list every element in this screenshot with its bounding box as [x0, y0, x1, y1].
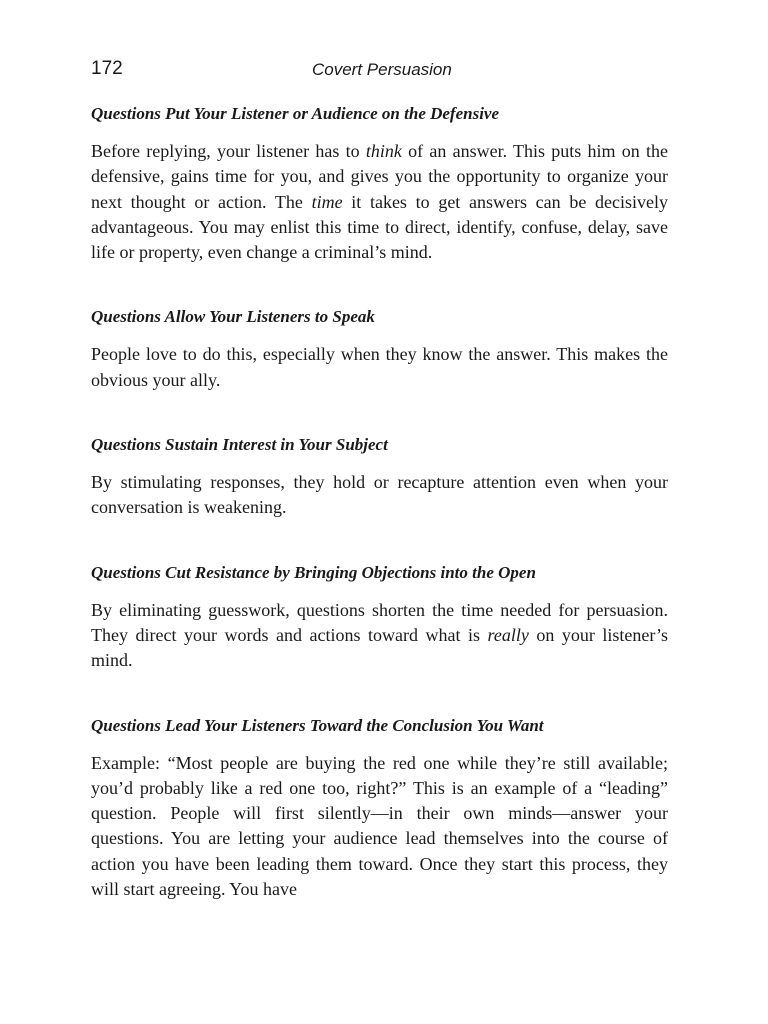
section-heading: Questions Sustain Interest in Your Subject	[91, 435, 388, 455]
section-paragraph	[91, 751, 668, 903]
section-defensive	[91, 102, 668, 265]
section-resistance	[91, 561, 668, 674]
book-title: Covert Persuasion	[312, 60, 452, 79]
paragraph-text: of an answer. This puts him on the defensive, gains time for you, and gives you the opportunity to organize your next thought or action. The	[91, 141, 669, 212]
emphasis-text: really	[487, 624, 529, 645]
section-conclusion	[91, 714, 668, 903]
section-speak	[91, 305, 668, 393]
page-number: 172	[91, 58, 123, 79]
paragraph-text: it takes to get answers can be decisively advantageous. You may enlist this time to direct, identify, confuse, delay, save life or property, even change a criminal’s mind.	[91, 191, 668, 263]
emphasis-text: think	[365, 141, 402, 161]
section-paragraph	[91, 470, 668, 521]
section-paragraph	[91, 342, 668, 393]
paragraph-text: By stimulating responses, they hold or recapture attention even when your conversation is weakening.	[91, 472, 668, 518]
paragraph-text: on your listener’s mind.	[91, 624, 669, 671]
section-paragraph	[91, 139, 668, 265]
section-interest	[91, 433, 668, 521]
section-heading: Questions Allow Your Listeners to Speak	[91, 307, 375, 327]
page-body	[91, 100, 668, 902]
section-paragraph	[91, 598, 668, 674]
paragraph-text: People love to do this, especially when they know the answer. This makes the obvious your ally.	[91, 344, 668, 390]
running-header	[91, 58, 668, 84]
section-heading: Questions Cut Resistance by Bringing Objections into the Open	[91, 562, 536, 582]
paragraph-text: By eliminating guesswork, questions shorten the time needed for persuasion. They direct your words and actions toward what is	[91, 599, 668, 645]
section-heading: Questions Lead Your Listeners Toward the Conclusion You Want	[91, 715, 544, 735]
paragraph-text: Example: “Most people are buying the red one while they’re still available; you’d probably like a red one too, right?” This is an example of a “leading” question. People will first silently—in their own minds—answer your questions. You are letting your audience lead themselves into the course of action you have been leading them toward. Once they start this process, they will start agreeing. You have	[91, 752, 668, 900]
section-heading: Questions Put Your Listener or Audience on the Defensive	[91, 104, 500, 123]
paragraph-text: Before replying, your listener has to	[91, 141, 366, 161]
emphasis-text: time	[311, 191, 343, 212]
